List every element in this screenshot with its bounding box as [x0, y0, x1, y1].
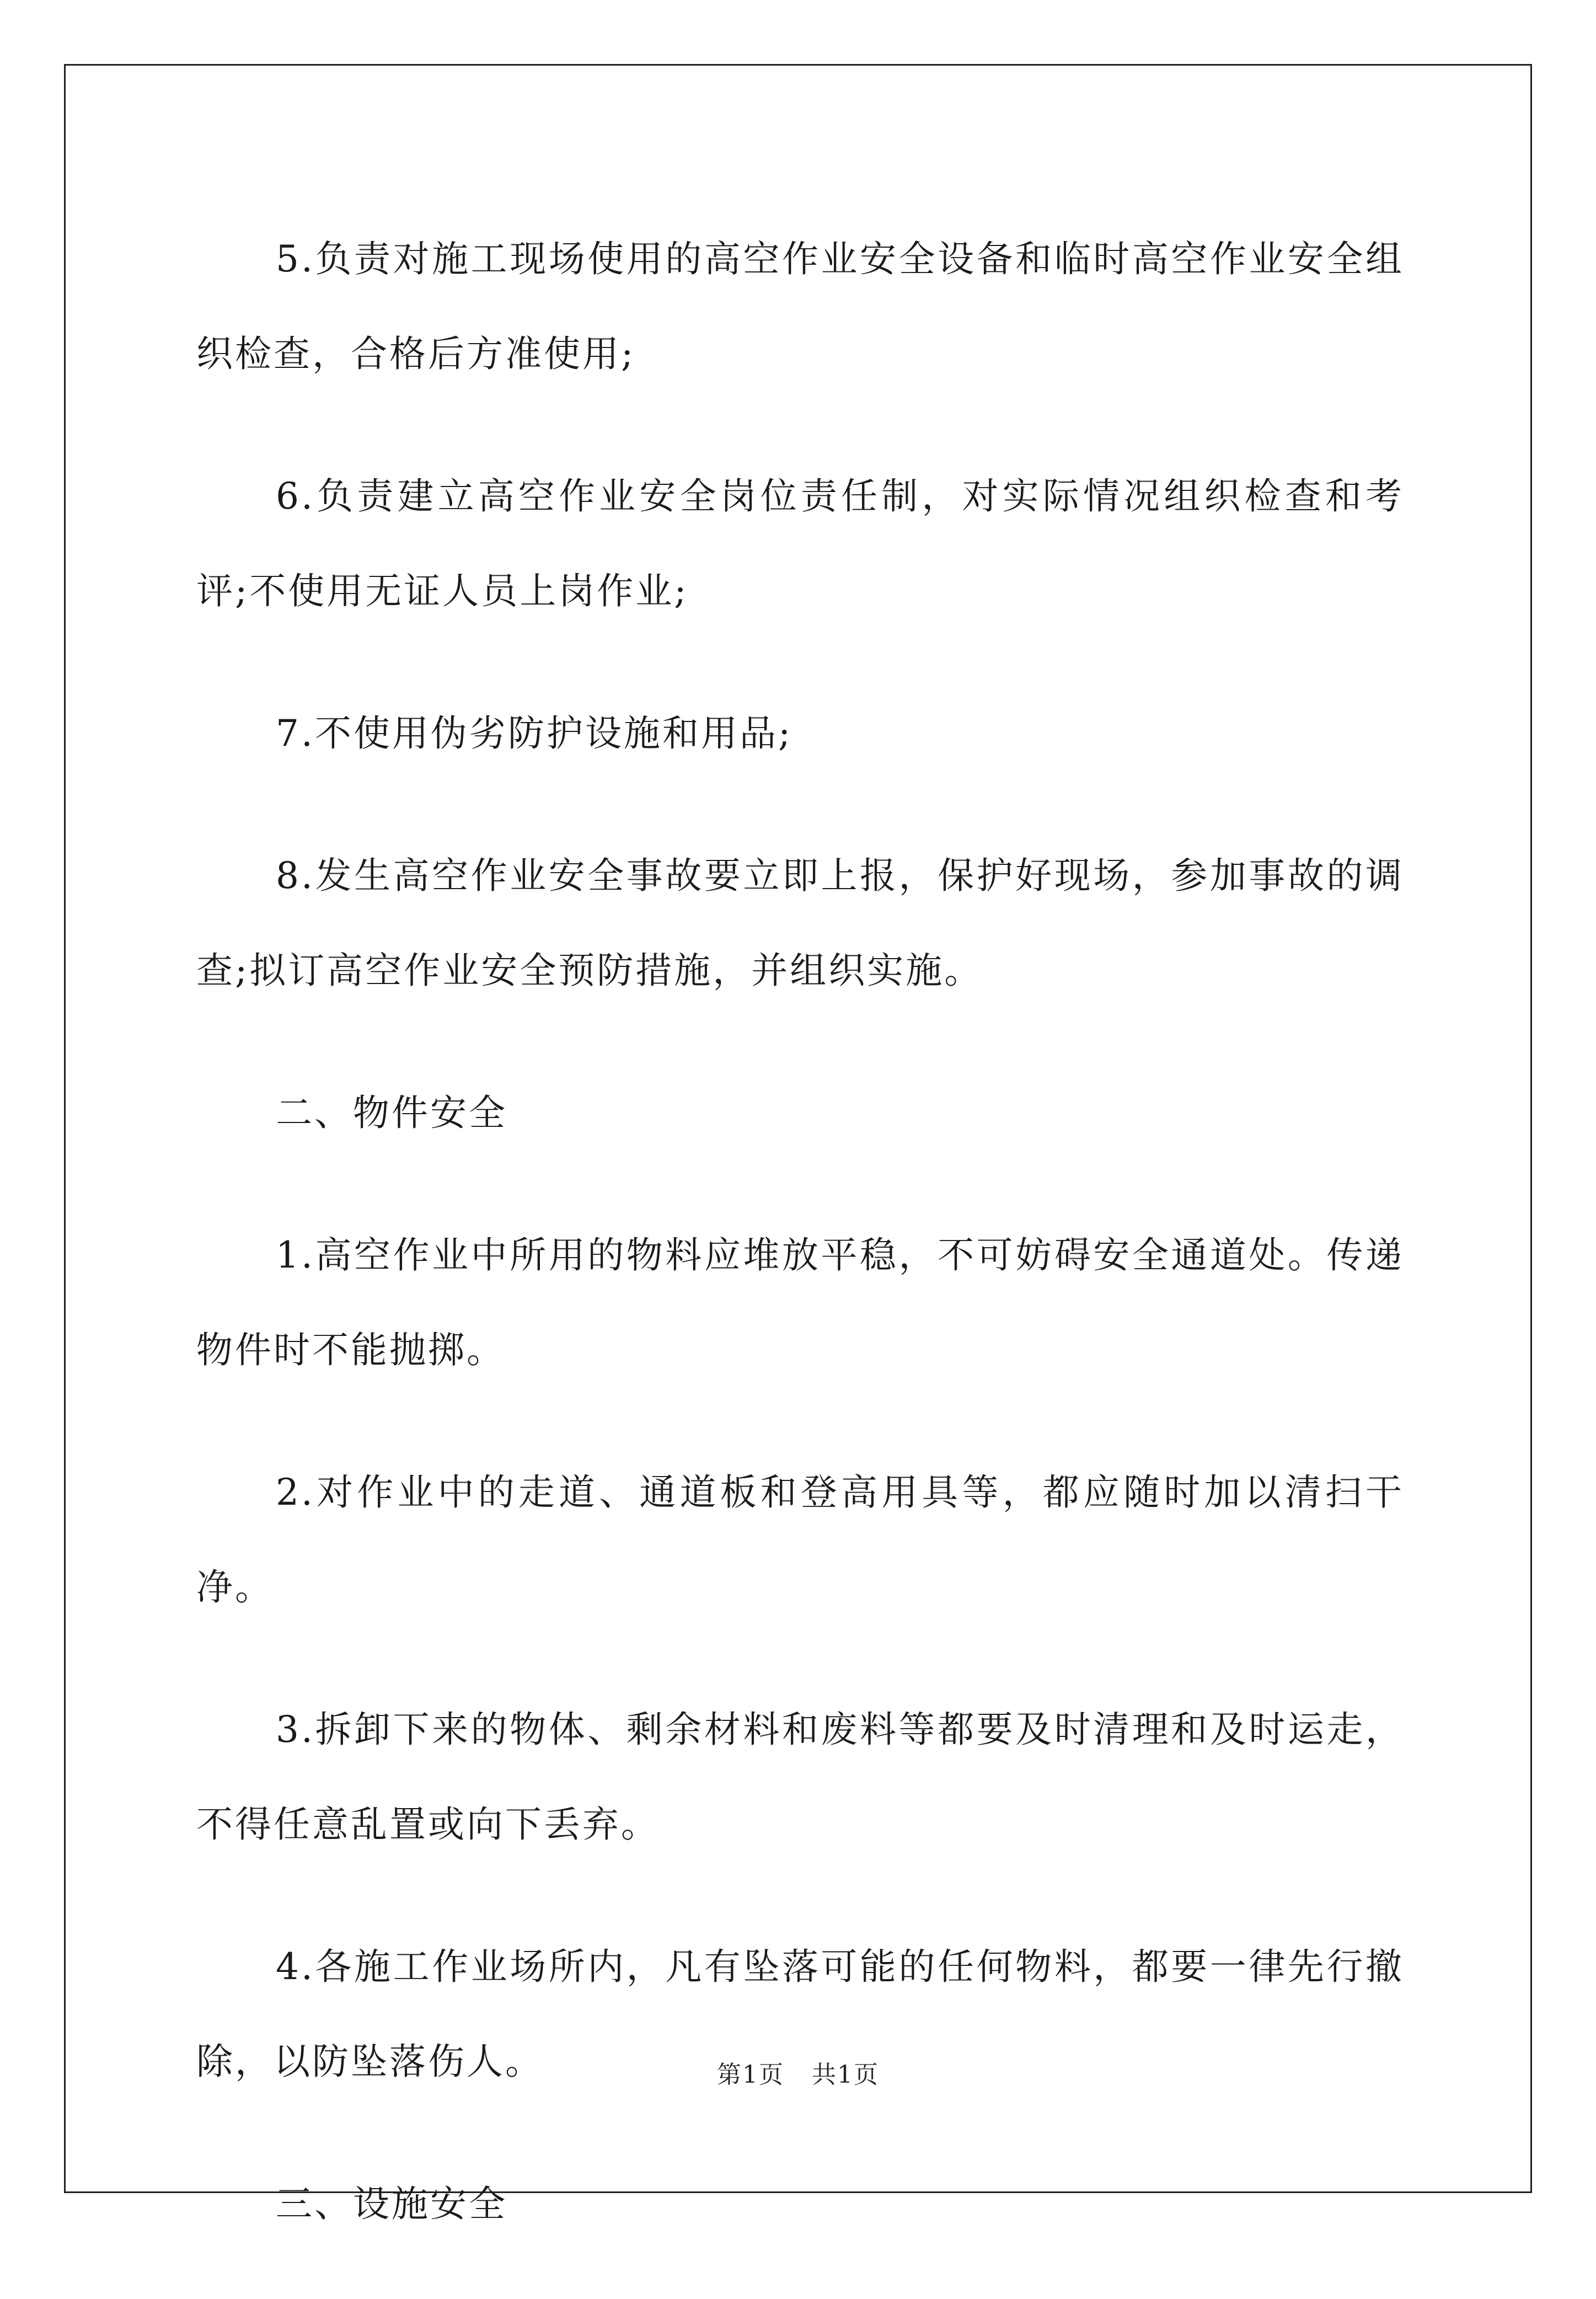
- section-heading-object-safety: 二、物件安全: [276, 1092, 507, 1134]
- paragraph-object-3: 3.拆卸下来的物体、剩余材料和废料等都要及时清理和及时运走，不得任意乱置或向下丢弃。: [196, 1708, 1404, 1846]
- page-number-current: 第1页: [717, 2061, 784, 2089]
- paragraph-object-1: 1.高空作业中所用的物料应堆放平稳，不可妨碍安全通道处。传递物件时不能抛掷。: [196, 1234, 1404, 1371]
- paragraph-duty-5: 5.负责对施工现场使用的高空作业安全设备和临时高空作业安全组织检查，合格后方准使用;: [196, 238, 1404, 375]
- paragraph-object-4: 4.各施工作业场所内，凡有坠落可能的任何物料，都要一律先行撤除，以防坠落伤人。: [196, 1945, 1404, 2083]
- section-heading-facility-safety: 三、设施安全: [276, 2183, 507, 2225]
- paragraph-duty-8: 8.发生高空作业安全事故要立即上报，保护好现场，参加事故的调查;拟订高空作业安全预防措施，并组织实施。: [196, 854, 1404, 992]
- paragraph-duty-6: 6.负责建立高空作业安全岗位责任制，对实际情况组织检查和考评;不使用无证人员上岗作业;: [196, 475, 1404, 612]
- page-number-total: 共1页: [812, 2061, 879, 2089]
- paragraph-object-2: 2.对作业中的走道、通道板和登高用具等，都应随时加以清扫干净。: [196, 1471, 1404, 1608]
- page-footer: [0, 2055, 1596, 2090]
- document-body: [196, 212, 1404, 2299]
- paragraph-duty-7: 7.不使用伪劣防护设施和用品;: [276, 712, 793, 755]
